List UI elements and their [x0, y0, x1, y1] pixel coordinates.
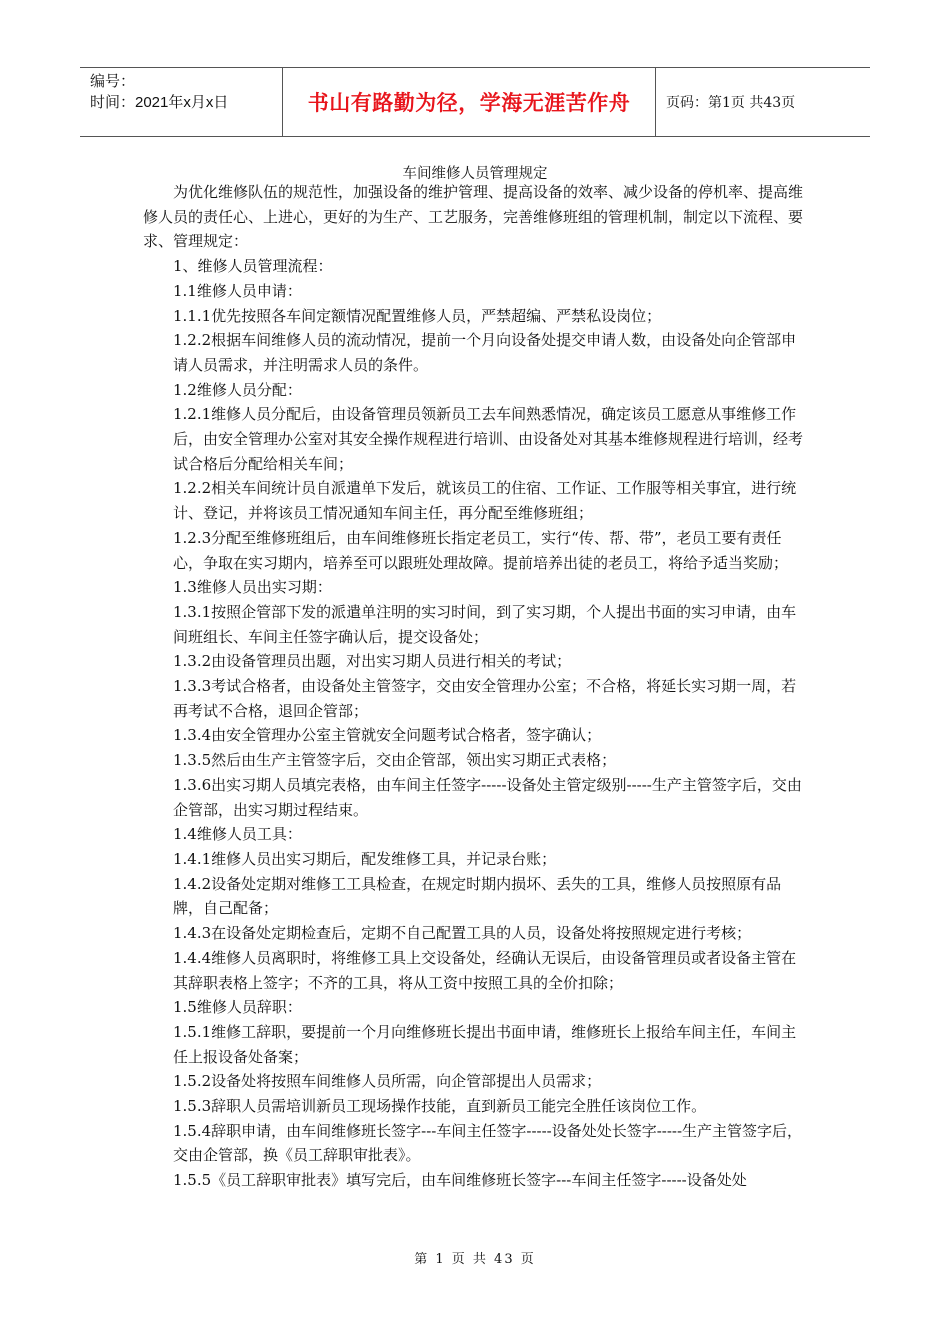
clause: 1.2维修人员分配： [173, 380, 302, 399]
clause: 1.5维修人员辞职： [173, 998, 302, 1017]
clause: 1.5.1维修工辞职，要提前一个月向维修班长提出书面申请，维修班长上报给车间主任，车间主任上报设备处备案； [173, 1022, 797, 1066]
clause: 1.4.1维修人员出实习期后，配发维修工具，并记录台账； [173, 849, 557, 868]
header-motto-cell [283, 68, 656, 136]
intro-paragraph: 为优化维修队伍的规范性，加强设备的维护管理、提高设备的效率、减少设备的停机率、提高维修人员的责任心、上进心，更好的为生产、工艺服务，完善维修班组的管理机制，制定以下流程、要求、管理规定： [143, 183, 804, 251]
clause: 1.3.3考试合格者，由设备处主管签字，交由安全管理办公室；不合格，将延长实习期一周，若再考试不合格，退回企管部； [173, 677, 797, 720]
header-meta [80, 68, 283, 136]
clause: 1.4维修人员工具： [173, 825, 302, 844]
clause: 1.5.2设备处将按照车间维修人员所需，向企管部提出人员需求； [173, 1072, 602, 1091]
clause: 1.3.6出实习期人员填完表格，由车间主任签字-----设备处主管定级别-----生产主管签字后，交由企管部，出实习期过程结束。 [173, 775, 802, 819]
clause: 1.3.2由设备管理员出题，对出实习期人员进行相关的考试； [173, 652, 572, 671]
time-label: 时间：2021年x月x日 [90, 94, 229, 111]
header-table [80, 67, 870, 137]
clause: 1.3.5然后由生产主管签字后，交由企管部，领出实习期正式表格； [173, 751, 617, 770]
document-body [143, 180, 808, 1193]
clause: 1.4.3在设备处定期检查后，定期不自己配置工具的人员，设备处将按照规定进行考核； [173, 924, 752, 943]
number-label: 编号： [90, 73, 136, 90]
clause: 1.5.3辞职人员需培训新员工现场操作技能，直到新员工能完全胜任该岗位工作。 [173, 1097, 707, 1116]
document-title: 车间维修人员管理规定 [402, 166, 548, 182]
clause: 1.2.3分配至维修班组后，由车间维修班长指定老员工，实行“传、帮、带”，老员工要有责任心，争取在实习期内，培养至可以跟班处理故障。提前培养出徒的老员工，将给予适当奖励； [173, 528, 789, 572]
clause: 1.3维修人员出实习期： [173, 578, 332, 597]
page-footer: 第 1 页 共 43 页 [414, 1252, 536, 1267]
clause: 1.2.2相关车间统计员自派遣单下发后，就该员工的住宿、工作证、工作服等相关事宜，进行统计、登记，并将该员工情况通知车间主任，再分配至维修班组； [173, 479, 797, 523]
page-info: 页码：第1页 共43页 [666, 95, 796, 111]
clause: 1.5.5《员工辞职审批表》填写完后，由车间维修班长签字---车间主任签字-----设备处处 [173, 1171, 747, 1190]
clause: 1.4.2设备处定期对维修工工具检查，在规定时期内损坏、丢失的工具，维修人员按照原有品牌，自己配备； [173, 874, 782, 918]
clause: 1.1.1优先按照各车间定额情况配置维修人员，严禁超编、严禁私设岗位； [173, 306, 662, 325]
clause: 1.2.2根据车间维修人员的流动情况，提前一个月向设备处提交申请人数，由设备处向企管部申请人员需求，并注明需求人员的条件。 [173, 331, 797, 374]
clause: 1.3.4由安全管理办公室主管就安全问题考试合格者，签字确认； [173, 726, 602, 745]
clause: 1.2.1维修人员分配后，由设备管理员领新员工去车间熟悉情况，确定该员工愿意从事维修工作后，由安全管理办公室对其安全操作规程进行培训、由设备处对其基本维修规程进行培训，经考试合格后分配给相关车间； [173, 405, 804, 473]
clause: 1.5.4辞职申请，由车间维修班长签字---车间主任签字-----设备处处长签字-----生产主管签字后，交由企管部，换《员工辞职审批表》。 [173, 1121, 803, 1165]
clause: 1.4.4维修人员离职时，将维修工具上交设备处，经确认无误后，由设备管理员或者设备主管在其辞职表格上签字；不齐的工具，将从工资中按照工具的全价扣除； [173, 948, 797, 992]
header-page-info-cell [656, 68, 870, 136]
clause: 1.3.1按照企管部下发的派遣单注明的实习时间，到了实习期，个人提出书面的实习申请，由车间班组长、车间主任签字确认后，提交设备处； [173, 602, 797, 646]
clause: 1.1维修人员申请： [173, 281, 302, 300]
section-heading: 1、维修人员管理流程： [173, 257, 333, 276]
motto: 书山有路勤为径，学海无涯苦作舟 [307, 91, 631, 115]
